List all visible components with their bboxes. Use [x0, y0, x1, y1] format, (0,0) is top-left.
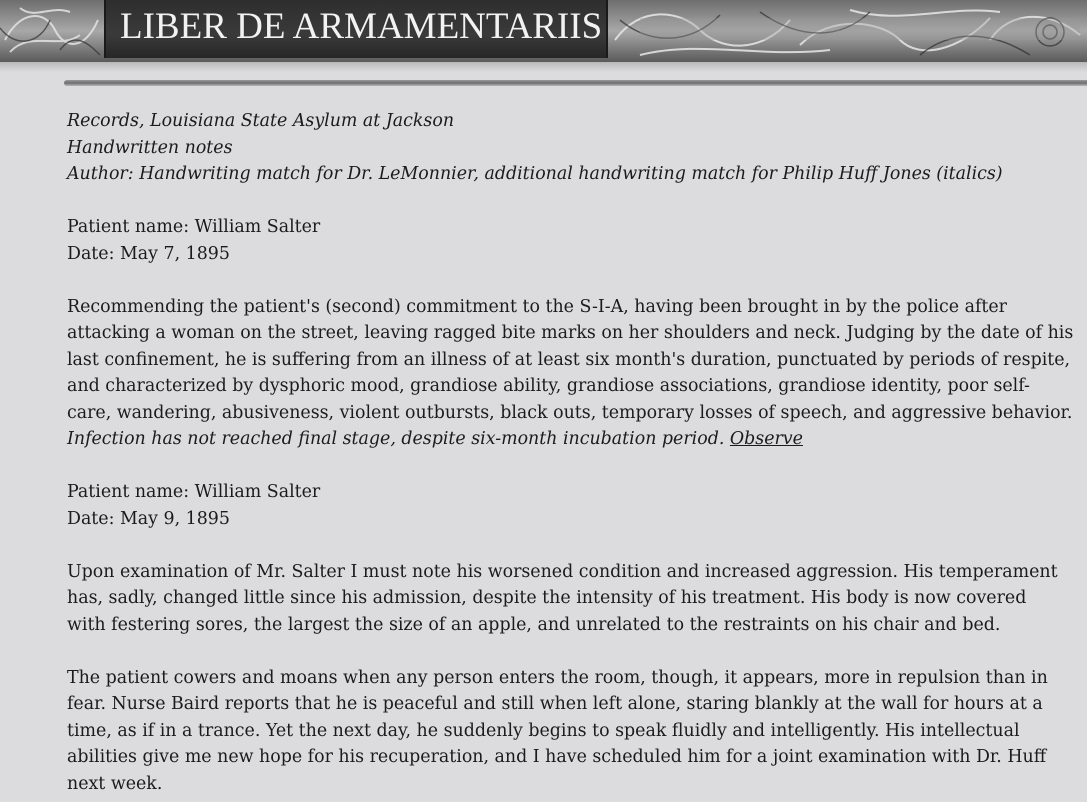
patient-name: Patient name: William Salter	[67, 482, 321, 502]
italic-note-line	[67, 426, 1079, 453]
header-banner	[0, 0, 1087, 62]
text-line: and characterized by dysphoric mood, grandiose ability, grandiose associations, grandiose identity, poor self-	[67, 376, 1030, 396]
record-type: Handwritten notes	[67, 137, 233, 158]
entry-date: Date: May 9, 1895	[67, 508, 230, 529]
text-line: last confinement, he is suffering from an illness of at least six month's duration, punctuated by periods of respite,	[67, 349, 1071, 370]
entry-2-paragraph-1	[67, 559, 1079, 639]
text-line: Upon examination of Mr. Salter I must note his worsened condition and increased aggression. His temperament	[67, 561, 1058, 582]
text-line: with festering sores, the largest the size of an apple, and unrelated to the restraints on his chair and bed.	[67, 614, 1001, 635]
text-line: attacking a woman on the street, leaving ragged bite marks on her shoulders and neck. Judging by the date of his	[67, 323, 1074, 343]
text-line: The patient cowers and moans when any person enters the room, though, it appears, more in repulsion than in	[67, 667, 1048, 688]
text-line: Recommending the patient's (second) commitment to the S-I-A, having been brought in by the police after	[67, 296, 1007, 317]
entry-1-text	[67, 294, 1079, 453]
text-line: abilities give me new hope for his recuperation, and I have scheduled him for a joint examination with Dr. Huff	[67, 747, 1047, 767]
record-author: Author: Handwriting match for Dr. LeMonnier, additional handwriting match for Philip Huff Jones (italics)	[67, 164, 1003, 184]
banner-shadow	[0, 62, 1087, 72]
text-line: fear. Nurse Baird reports that he is peaceful and still when left alone, staring blankly at the wall for hours at a	[67, 694, 1043, 714]
header-divider	[64, 80, 1087, 86]
observe-link[interactable]: Observe	[729, 429, 803, 449]
patient-name: Patient name: William Salter	[67, 217, 321, 237]
entry-2-paragraph-2	[67, 665, 1079, 798]
page-title: LIBER DE ARMAMENTARIIS	[120, 6, 603, 47]
entry-2-header	[67, 479, 1079, 532]
record-source: Records, Louisiana State Asylum at Jackson	[67, 111, 455, 131]
italic-note: Infection has not reached final stage, despite six-month incubation period.	[67, 429, 730, 449]
text-line: has, sadly, changed little since his admission, despite the intensity of his treatment. His body is now covered	[67, 588, 1027, 608]
entry-1-header	[67, 214, 1079, 267]
record-metadata	[67, 108, 1079, 188]
text-line: care, wandering, abusiveness, violent outbursts, black outs, temporary losses of speech, and aggressive behavior.	[67, 402, 1073, 423]
text-line: time, as if in a trance. Yet the next day, he suddenly begins to speak fluidly and intelligently. His intellectual	[67, 720, 1020, 741]
document-body	[67, 108, 1079, 802]
entry-date: Date: May 7, 1895	[67, 243, 230, 264]
banner-title-box	[104, 0, 608, 58]
text-line: next week.	[67, 773, 163, 794]
